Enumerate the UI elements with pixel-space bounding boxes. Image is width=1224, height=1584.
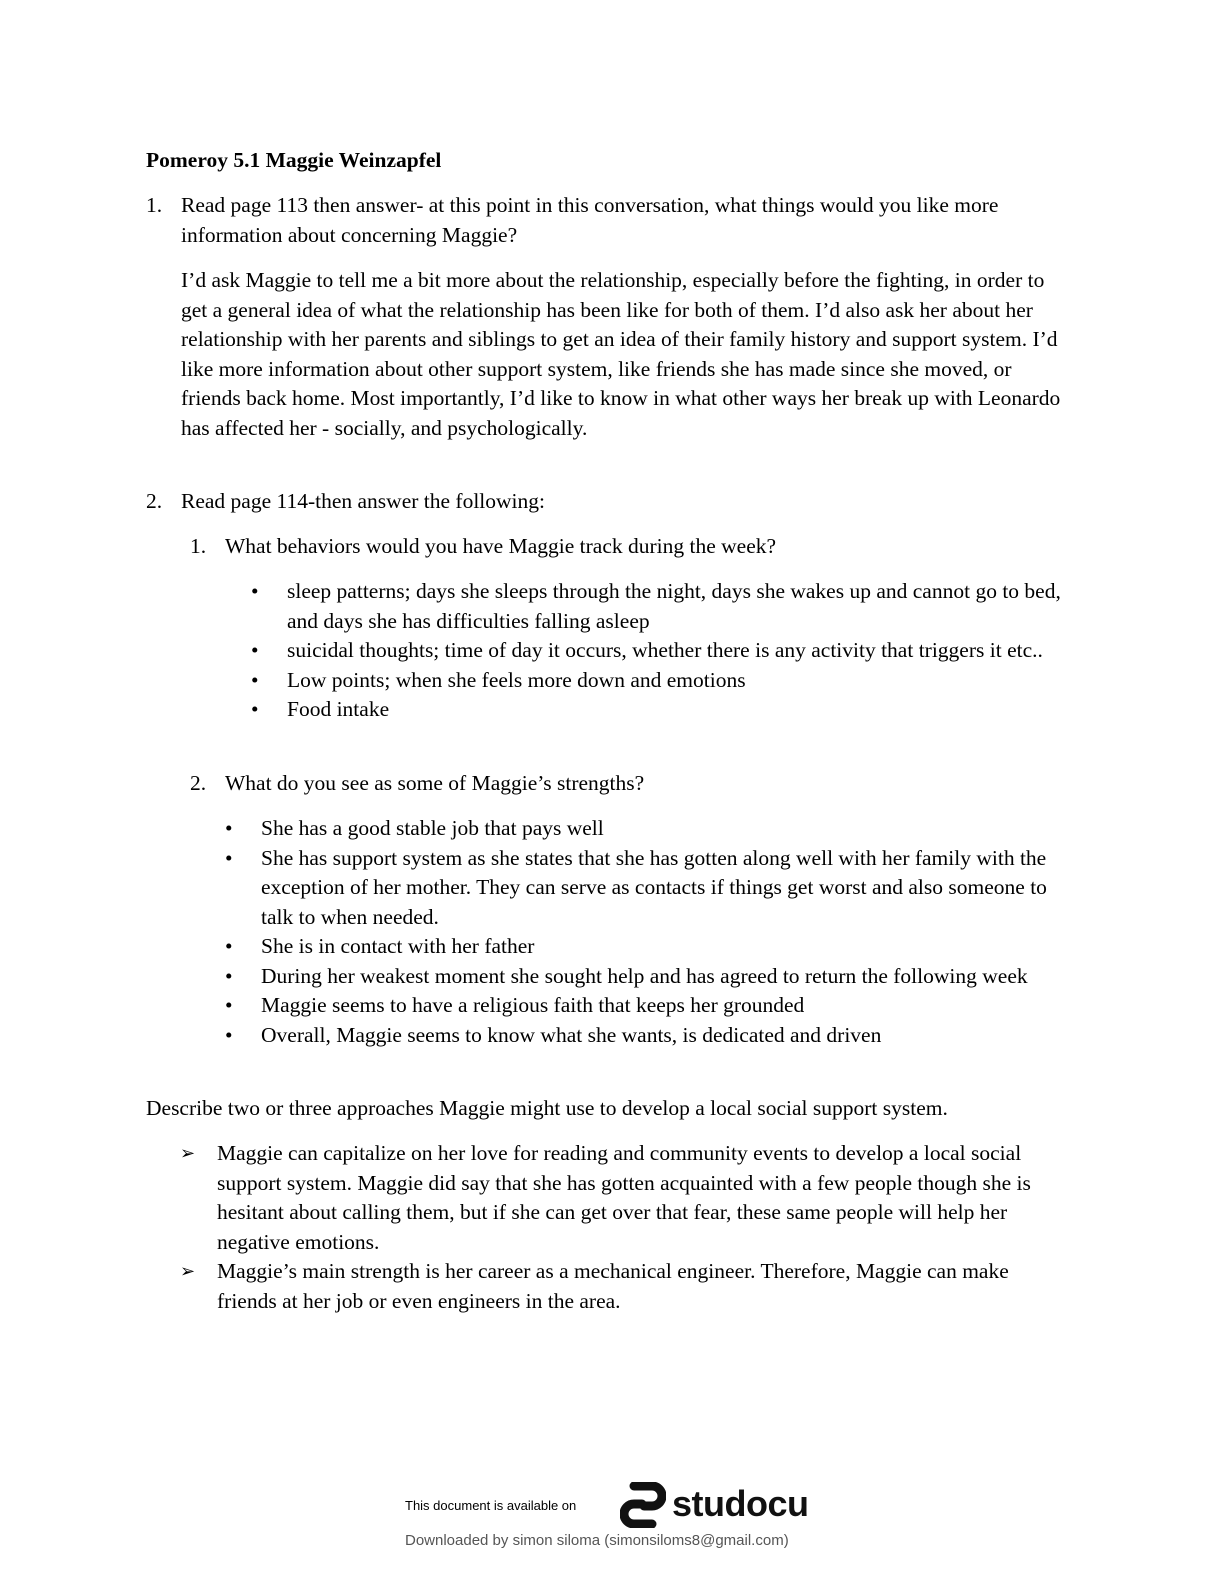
strengths-list <box>225 814 1061 1050</box>
approach-item-text: Maggie can capitalize on her love for reading and community events to develop a local social support system. Maggie did say that she has gotten acquainted with a few people though she is hesitant about calling them, but if she can get over that fear, these same people will help her negative emotions. <box>217 1141 1031 1254</box>
behavior-item-text: Low points; when she feels more down and emotions <box>287 667 746 692</box>
list-item <box>180 1257 1062 1316</box>
list-item <box>251 666 1062 696</box>
bullet-icon: • <box>251 638 259 662</box>
bullet-icon: • <box>251 667 259 692</box>
list-item <box>225 991 1061 1021</box>
subquestion-2-2-number: 2. <box>190 771 207 795</box>
strength-item-text: She is in contact with her father <box>261 934 535 958</box>
list-item <box>180 1139 1062 1257</box>
bullet-icon: • <box>251 697 259 721</box>
question-1-answer-text: I’d ask Maggie to tell me a bit more about the relationship, especially before the fighting, in order to get a general idea of what the relationship has been like for both of them. I’d also ask her about her relationship with her parents and siblings to get an idea of their family history and support system. I’d like more information about other support system, like friends she has made since she moved, or friends back home. Most importantly, I’d like to know in what other ways her break up with Leonardo has affected her - socially, and psychologically. <box>181 268 1061 440</box>
strength-item-text: Overall, Maggie seems to know what she wants, is dedicated and driven <box>261 1022 882 1047</box>
strength-item-text: Maggie seems to have a religious faith that keeps her grounded <box>261 993 805 1017</box>
list-item <box>225 932 1061 962</box>
arrow-bullet-icon: ➢ <box>180 1261 196 1282</box>
list-item <box>225 1021 1061 1051</box>
strength-item-text: She has support system as she states that she has gotten along well with her family with the exception of her mother. They can serve as contacts if things get worst and also someone to talk to when needed. <box>261 845 1047 929</box>
behavior-item-text: suicidal thoughts; time of day it occurs, whether there is any activity that triggers it etc.. <box>287 638 1043 662</box>
page-footer <box>0 1478 1224 1584</box>
question-1-text: Read page 113 then answer- at this point in this conversation, what things would you like more information about concerning Maggie? <box>181 193 999 247</box>
bullet-icon: • <box>225 934 233 958</box>
approach-item-text: Maggie’s main strength is her career as a mechanical engineer. Therefore, Maggie can make friends at her job or even engineers in the area. <box>217 1259 1009 1313</box>
bullet-icon: • <box>225 1022 233 1047</box>
bullet-icon: • <box>251 579 259 603</box>
bullet-icon: • <box>225 993 233 1017</box>
question-3-text: Describe two or three approaches Maggie might use to develop a local social support system. <box>146 1096 948 1120</box>
studocu-brand-link[interactable]: studocu <box>672 1483 809 1524</box>
behaviors-list <box>251 577 1062 725</box>
question-2-text: Read page 114-then answer the following: <box>181 489 545 513</box>
bullet-icon: • <box>225 963 233 988</box>
behavior-item-text: Food intake <box>287 697 390 721</box>
question-1-number: 1. <box>146 193 163 217</box>
behavior-item-text: sleep patterns; days she sleeps through the night, days she wakes up and cannot go to bed, and days she has difficulties falling asleep <box>287 579 1061 633</box>
bullet-icon: • <box>225 816 233 840</box>
approaches-list <box>180 1139 1062 1316</box>
list-item <box>251 695 1062 725</box>
subquestion-2-2-text: What do you see as some of Maggie’s strengths? <box>225 771 645 795</box>
bullet-icon: • <box>225 845 233 870</box>
strength-item-text: She has a good stable job that pays well <box>261 816 604 840</box>
question-2-number: 2. <box>146 489 163 513</box>
subquestion-2-1-number: 1. <box>190 534 207 558</box>
downloaded-by-text: Downloaded by simon siloma (simonsiloms8@gmail.com) <box>405 1532 789 1549</box>
strength-item-text: During her weakest moment she sought help and has agreed to return the following week <box>261 963 1028 988</box>
list-item <box>225 844 1061 933</box>
availability-text: This document is available on <box>405 1498 577 1513</box>
list-item <box>225 814 1061 844</box>
list-item <box>225 962 1061 992</box>
document-title: Pomeroy 5.1 Maggie Weinzapfel <box>146 148 442 172</box>
list-item <box>251 577 1062 636</box>
studocu-logo-icon <box>620 1482 666 1528</box>
list-item <box>251 636 1062 666</box>
arrow-bullet-icon: ➢ <box>180 1143 196 1164</box>
subquestion-2-1-text: What behaviors would you have Maggie track during the week? <box>225 534 777 558</box>
